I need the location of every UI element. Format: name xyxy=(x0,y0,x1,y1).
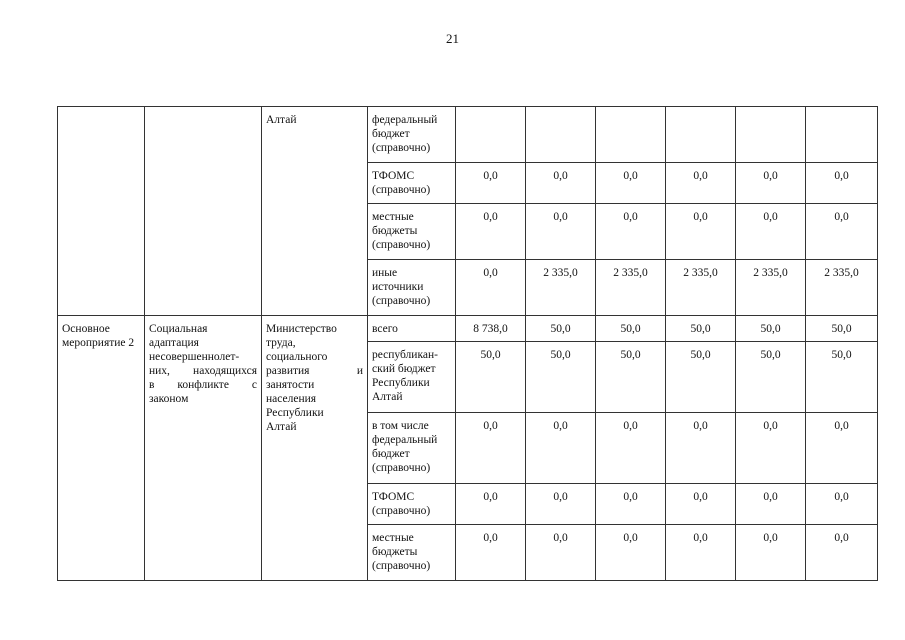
value-cell: 50,0 xyxy=(736,342,806,413)
table-row xyxy=(58,107,878,163)
value-cell: 50,0 xyxy=(526,316,596,342)
value-cell: 50,0 xyxy=(806,342,878,413)
value-cell: 0,0 xyxy=(806,204,878,260)
value-cell: 2 335,0 xyxy=(596,260,666,316)
executor-line: социального xyxy=(266,351,328,363)
value-cell: 0,0 xyxy=(596,525,666,581)
name-line: несовершеннолет- xyxy=(149,351,240,363)
executor-line: Алтай xyxy=(266,421,297,433)
value-cell: 0,0 xyxy=(736,204,806,260)
executor-line: населения xyxy=(266,393,317,405)
value-cell xyxy=(806,107,878,163)
page-number: 21 xyxy=(446,31,459,46)
value-cell: 0,0 xyxy=(526,525,596,581)
executor-line: Республики xyxy=(266,407,324,419)
source-cell: местные бюджеты (справочно) xyxy=(368,525,456,581)
value-cell xyxy=(526,107,596,163)
value-cell: 0,0 xyxy=(806,525,878,581)
value-cell: 0,0 xyxy=(736,163,806,204)
value-cell: 0,0 xyxy=(666,525,736,581)
value-cell: 0,0 xyxy=(736,484,806,525)
value-cell: 0,0 xyxy=(526,204,596,260)
executor-cell-prev: Алтай xyxy=(262,107,368,316)
value-cell: 0,0 xyxy=(526,484,596,525)
name-cell-prev xyxy=(145,107,262,316)
value-cell: 50,0 xyxy=(666,316,736,342)
value-cell: 0,0 xyxy=(456,204,526,260)
name-line: в конфликте с xyxy=(149,379,257,391)
status-cell: Основное мероприятие 2 xyxy=(58,316,145,581)
source-cell: федеральный бюджет (справочно) xyxy=(368,107,456,163)
value-cell: 50,0 xyxy=(456,342,526,413)
source-cell: ТФОМС (справочно) xyxy=(368,484,456,525)
executor-line: развития и xyxy=(266,365,363,377)
executor-line: Министерство xyxy=(266,323,337,335)
budget-table xyxy=(57,106,878,581)
value-cell: 50,0 xyxy=(596,342,666,413)
value-cell: 0,0 xyxy=(456,260,526,316)
value-cell: 50,0 xyxy=(666,342,736,413)
source-cell: республикан-ский бюджет Республики Алтай xyxy=(368,342,456,413)
table-row xyxy=(58,316,878,342)
value-cell: 0,0 xyxy=(596,163,666,204)
source-cell: местные бюджеты (справочно) xyxy=(368,204,456,260)
value-cell: 0,0 xyxy=(526,163,596,204)
value-cell: 50,0 xyxy=(596,316,666,342)
value-cell: 0,0 xyxy=(596,413,666,484)
value-cell: 50,0 xyxy=(806,316,878,342)
value-cell: 0,0 xyxy=(666,413,736,484)
status-cell-prev xyxy=(58,107,145,316)
value-cell: 0,0 xyxy=(736,525,806,581)
name-line: адаптация xyxy=(149,337,199,349)
value-cell: 0,0 xyxy=(456,525,526,581)
value-cell xyxy=(456,107,526,163)
value-cell: 0,0 xyxy=(596,484,666,525)
value-cell xyxy=(666,107,736,163)
value-cell: 0,0 xyxy=(806,163,878,204)
value-cell: 2 335,0 xyxy=(666,260,736,316)
source-cell: ТФОМС (справочно) xyxy=(368,163,456,204)
source-cell: иные источники (справочно) xyxy=(368,260,456,316)
value-cell: 2 335,0 xyxy=(526,260,596,316)
value-cell: 50,0 xyxy=(736,316,806,342)
value-cell: 0,0 xyxy=(456,413,526,484)
source-cell: всего xyxy=(368,316,456,342)
value-cell: 0,0 xyxy=(666,163,736,204)
value-cell: 0,0 xyxy=(806,413,878,484)
value-cell: 0,0 xyxy=(456,163,526,204)
value-cell: 0,0 xyxy=(666,204,736,260)
name-cell xyxy=(145,316,262,581)
value-cell: 2 335,0 xyxy=(736,260,806,316)
name-line: них, находящихся xyxy=(149,365,257,377)
value-cell xyxy=(596,107,666,163)
executor-line: занятости xyxy=(266,379,315,391)
value-cell: 8 738,0 xyxy=(456,316,526,342)
value-cell: 0,0 xyxy=(456,484,526,525)
value-cell: 0,0 xyxy=(596,204,666,260)
value-cell: 2 335,0 xyxy=(806,260,878,316)
value-cell: 0,0 xyxy=(806,484,878,525)
value-cell: 0,0 xyxy=(526,413,596,484)
name-line: Социальная xyxy=(149,323,208,335)
value-cell: 0,0 xyxy=(736,413,806,484)
executor-line: труда, xyxy=(266,337,296,349)
value-cell: 0,0 xyxy=(666,484,736,525)
source-cell: в том числе федеральный бюджет (справочно) xyxy=(368,413,456,484)
name-line: законом xyxy=(149,393,189,405)
executor-cell xyxy=(262,316,368,581)
value-cell xyxy=(736,107,806,163)
value-cell: 50,0 xyxy=(526,342,596,413)
